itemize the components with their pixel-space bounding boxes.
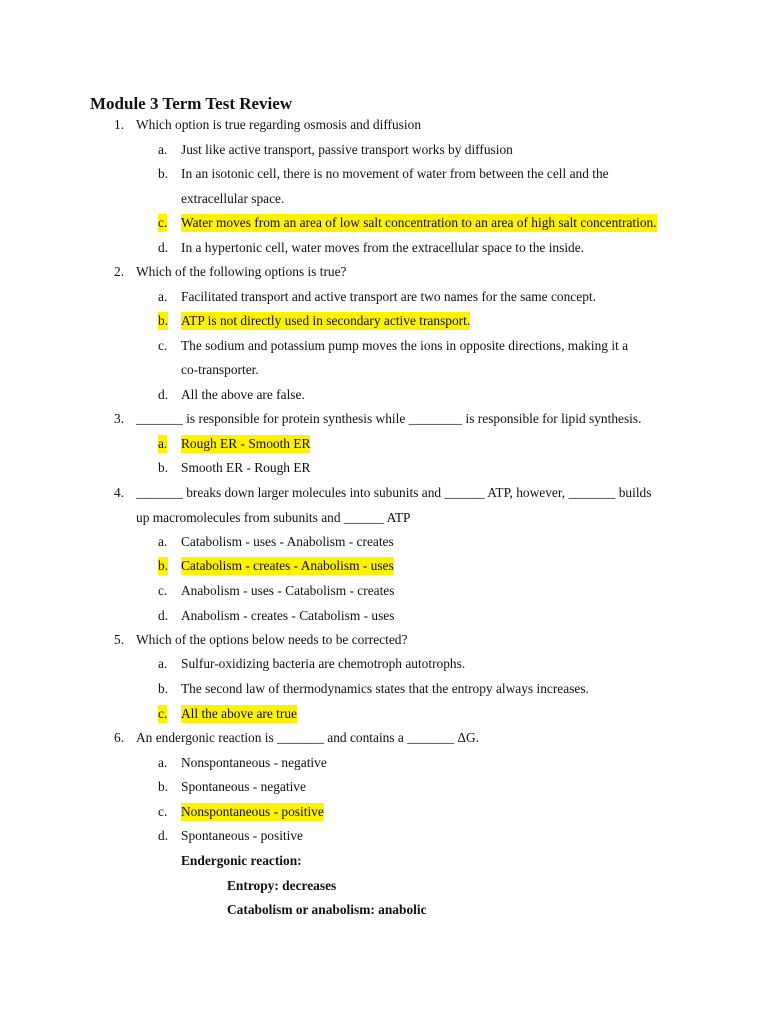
q2-option-a-letter: a. — [158, 289, 168, 304]
q1-option-b-text: In an isotonic cell, there is no movement of water from between the cell and the — [181, 166, 609, 181]
note-catabolism-anabolism: Catabolism or anabolism: anabolic — [227, 902, 427, 917]
question-3-text: _______ is responsible for protein synthesis while ________ is responsible for lipid synthesis. — [136, 411, 642, 426]
question-4-text-continued: up macromolecules from subunits and ______ ATP — [136, 510, 411, 525]
q2-option-c-letter: c. — [158, 338, 168, 353]
q5-option-b-text: The second law of thermodynamics states that the entropy always increases. — [181, 681, 589, 696]
question-2-number: 2. — [114, 264, 125, 279]
q6-option-c-text-highlighted: Nonspontaneous - positive — [181, 804, 324, 819]
q4-option-b-text-highlighted: Catabolism - creates - Anabolism - uses — [181, 558, 394, 573]
question-5-number: 5. — [114, 632, 125, 647]
note-entropy: Entropy: decreases — [227, 878, 337, 893]
q2-option-c-text: The sodium and potassium pump moves the ions in opposite directions, making it a — [181, 338, 629, 353]
q6-option-d-text: Spontaneous - positive — [181, 828, 303, 843]
q2-option-c-text-continued: co-transporter. — [181, 362, 259, 377]
question-1-text: Which option is true regarding osmosis and diffusion — [136, 117, 422, 132]
page-title: Module 3 Term Test Review — [90, 94, 293, 113]
question-6-number: 6. — [114, 730, 125, 745]
q1-option-d-text: In a hypertonic cell, water moves from the extracellular space to the inside. — [181, 240, 585, 255]
q5-option-b-letter: b. — [158, 681, 169, 696]
q1-option-b-text-continued: extracellular space. — [181, 191, 285, 206]
q6-option-c-letter: c. — [158, 804, 168, 819]
q2-option-d-letter: d. — [158, 387, 169, 402]
q4-option-c-letter: c. — [158, 583, 168, 598]
q6-option-b-letter: b. — [158, 779, 169, 794]
q2-option-b-text-highlighted: ATP is not directly used in secondary active transport. — [181, 313, 471, 328]
q4-option-a-text: Catabolism - uses - Anabolism - creates — [181, 534, 394, 549]
q2-option-a-text: Facilitated transport and active transport are two names for the same concept. — [181, 289, 596, 304]
q6-option-d-letter: d. — [158, 828, 169, 843]
q1-option-c-text-highlighted: Water moves from an area of low salt concentration to an area of high salt concentration. — [181, 215, 657, 230]
question-6-text: An endergonic reaction is _______ and contains a _______ ΔG. — [136, 730, 480, 745]
q5-option-c-letter: c. — [158, 706, 168, 721]
question-4-number: 4. — [114, 485, 125, 500]
q2-option-d-text: All the above are false. — [181, 387, 305, 402]
q5-option-c-text-highlighted: All the above are true — [181, 706, 297, 721]
q4-option-d-text: Anabolism - creates - Catabolism - uses — [181, 608, 395, 623]
note-endergonic-heading: Endergonic reaction: — [181, 853, 302, 868]
question-1-number: 1. — [114, 117, 125, 132]
q1-option-c-letter: c. — [158, 215, 168, 230]
q1-option-d-letter: d. — [158, 240, 169, 255]
q5-option-a-text: Sulfur-oxidizing bacteria are chemotroph autotrophs. — [181, 656, 466, 671]
q4-option-d-letter: d. — [158, 608, 169, 623]
q3-option-b-text: Smooth ER - Rough ER — [181, 460, 311, 475]
q4-option-a-letter: a. — [158, 534, 168, 549]
q2-option-b-letter: b. — [158, 313, 169, 328]
q6-option-b-text: Spontaneous - negative — [181, 779, 306, 794]
q3-option-a-text-highlighted: Rough ER - Smooth ER — [181, 436, 311, 451]
q1-option-b-letter: b. — [158, 166, 169, 181]
q4-option-b-letter: b. — [158, 558, 169, 573]
q4-option-c-text: Anabolism - uses - Catabolism - creates — [181, 583, 395, 598]
question-3-number: 3. — [114, 411, 125, 426]
q6-option-a-text: Nonspontaneous - negative — [181, 755, 327, 770]
q3-option-b-letter: b. — [158, 460, 169, 475]
question-2-text: Which of the following options is true? — [136, 264, 347, 279]
question-4-text: _______ breaks down larger molecules into subunits and ______ ATP, however, _______ builds — [136, 485, 652, 500]
q6-option-a-letter: a. — [158, 755, 168, 770]
q3-option-a-letter: a. — [158, 436, 168, 451]
q1-option-a-letter: a. — [158, 142, 168, 157]
q1-option-a-text: Just like active transport, passive transport works by diffusion — [181, 142, 513, 157]
q5-option-a-letter: a. — [158, 656, 168, 671]
question-5-text: Which of the options below needs to be corrected? — [136, 632, 408, 647]
